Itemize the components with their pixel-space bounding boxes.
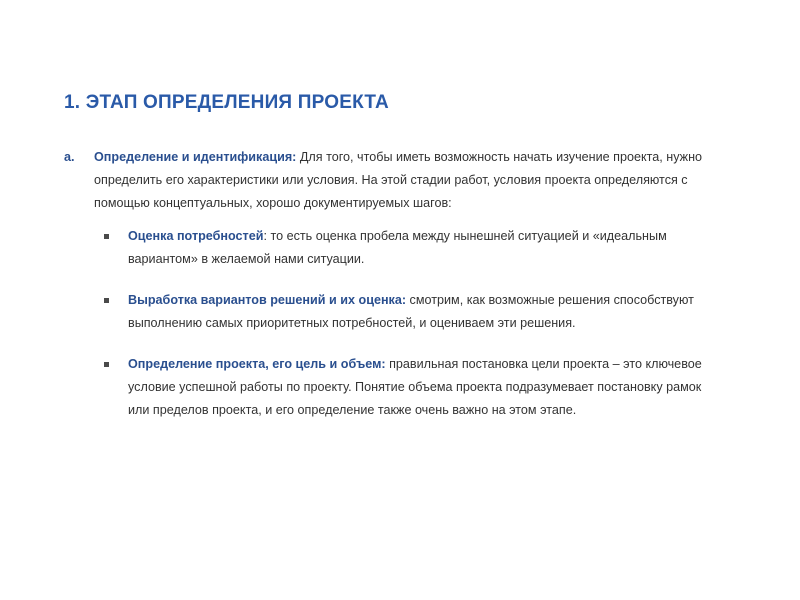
bullet-square-icon [104,298,109,303]
bullet-list [64,225,724,422]
bullet-square-icon [104,362,109,367]
bullet-label: Выработка вариантов решений и их оценка: [128,293,407,307]
page-title: 1. ЭТАП ОПРЕДЕЛЕНИЯ ПРОЕКТА [64,92,389,113]
bullet-label: Оценка потребностей [128,229,264,243]
content-section [64,146,724,440]
bullet-item-needs-assessment [64,225,710,271]
item-label: Определение и идентификация: [94,150,297,164]
bullet-text: : то есть оценка пробела между нынешней ситуацией и «идеальным вариантом» в желаемой нами ситуации. [128,229,667,266]
list-item-a [64,146,724,215]
item-text: Для того, чтобы иметь возможность начать изучение проекта, нужно определить его характеристики или условия. На этой стадии работ, условия проекта определяются с помощью концептуальных, хорошо документируемых шагов: [94,150,703,210]
item-marker: a. [64,150,75,164]
bullet-item-project-definition [64,353,710,422]
bullet-text: смотрим, как возможные решения способствуют выполнению самых приоритетных потребностей, и оцениваем эти решения. [128,293,694,330]
bullet-label: Определение проекта, его цель и объем: [128,357,386,371]
bullet-square-icon [104,234,109,239]
bullet-text: правильная постановка цели проекта – это ключевое условие успешной работы по проекту. Понятие объема проекта подразумевает постановку рамок или пределов проекта, и его определение также очень важно на этом этапе. [128,357,702,417]
bullet-item-solution-options [64,289,710,335]
